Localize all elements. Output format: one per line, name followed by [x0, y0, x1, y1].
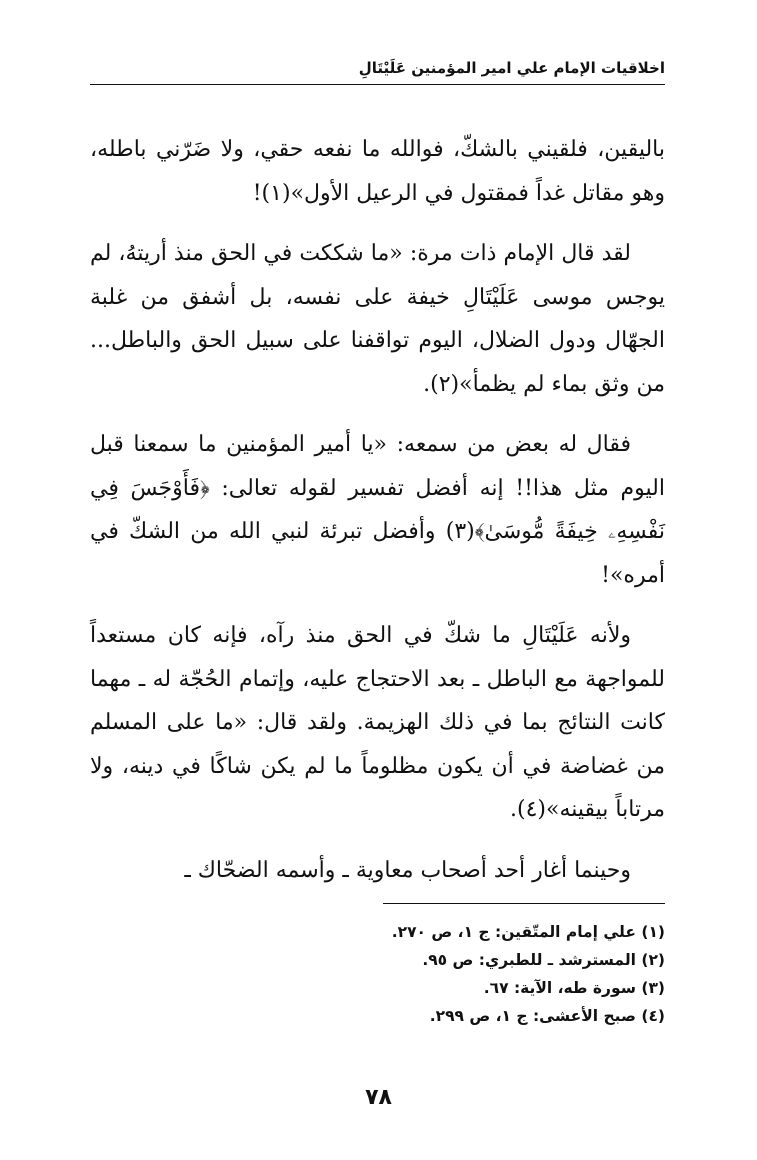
- main-text: [90, 128, 665, 909]
- footnotes: [90, 918, 665, 1030]
- footnote-rule: [383, 903, 665, 904]
- paragraph-5: وحينما أغار أحد أصحاب معاوية ـ وأسمه الضحّاك ـ: [184, 857, 631, 883]
- paragraph-1: باليقين، فلقيني بالشكّ، فوالله ما نفعه حقي، ولا ضَرّني باطله، وهو مقاتل غداً فمقتول في الرعيل الأول»(١)!: [90, 137, 665, 206]
- footnote-4: (٤) صبح الأعشى: ج ١، ص ٢٩٩.: [429, 1007, 665, 1025]
- paragraph-4: ولأنه عَلَيْتَالِ ما شكّ في الحق منذ رآه، فإنه كان مستعداً للمواجهة مع الباطل ـ بعد الاحتجاج عليه، وإتمام الحُجّة له ـ مهما كانت النتائج بما في ذلك الهزيمة. ولقد قال: «ما على المسلم من غضاضة في أن يكون مظلوماً ما لم يكن شاكًا في دينه، ولا مرتاباً بيقينه»(٤).: [90, 623, 665, 822]
- footnote-3: (٣) سورة طه، الآية: ٦٧.: [483, 979, 665, 997]
- paragraph-2: لقد قال الإمام ذات مرة: «ما شككت في الحق منذ أريتهُ، لم يوجس موسى عَلَيْتَالِ خيفة على نفسه، بل أشفق من غلبة الجهّال ودول الضلال، اليوم تواقفنا على سبيل الحق والباطل... من وثق بماء لم يظمأ»(٢).: [90, 241, 665, 397]
- running-header-title: اخلاقيات الإمام علي امير المؤمنين عَلَيْتَالِ: [358, 59, 665, 77]
- header-rule: [90, 84, 665, 85]
- paragraph-3: فقال له بعض من سمعه: «يا أمير المؤمنين ما سمعنا قبل اليوم مثل هذا!! إنه أفضل تفسير لقوله تعالى: ﴿فَأَوْجَسَ فِي نَفْسِهِۦ خِيفَةً مُّوسَىٰ﴾(٣) وأفضل تبرئة لنبي الله من الشكّ في أمره»!: [90, 432, 665, 588]
- footnote-1: (١) علي إمام المتّقين: ج ١، ص ٢٧٠.: [391, 923, 665, 941]
- page-number: ٧٨: [365, 1085, 392, 1110]
- footnote-2: (٢) المسترشد ـ للطبري: ص ٩٥.: [422, 951, 665, 969]
